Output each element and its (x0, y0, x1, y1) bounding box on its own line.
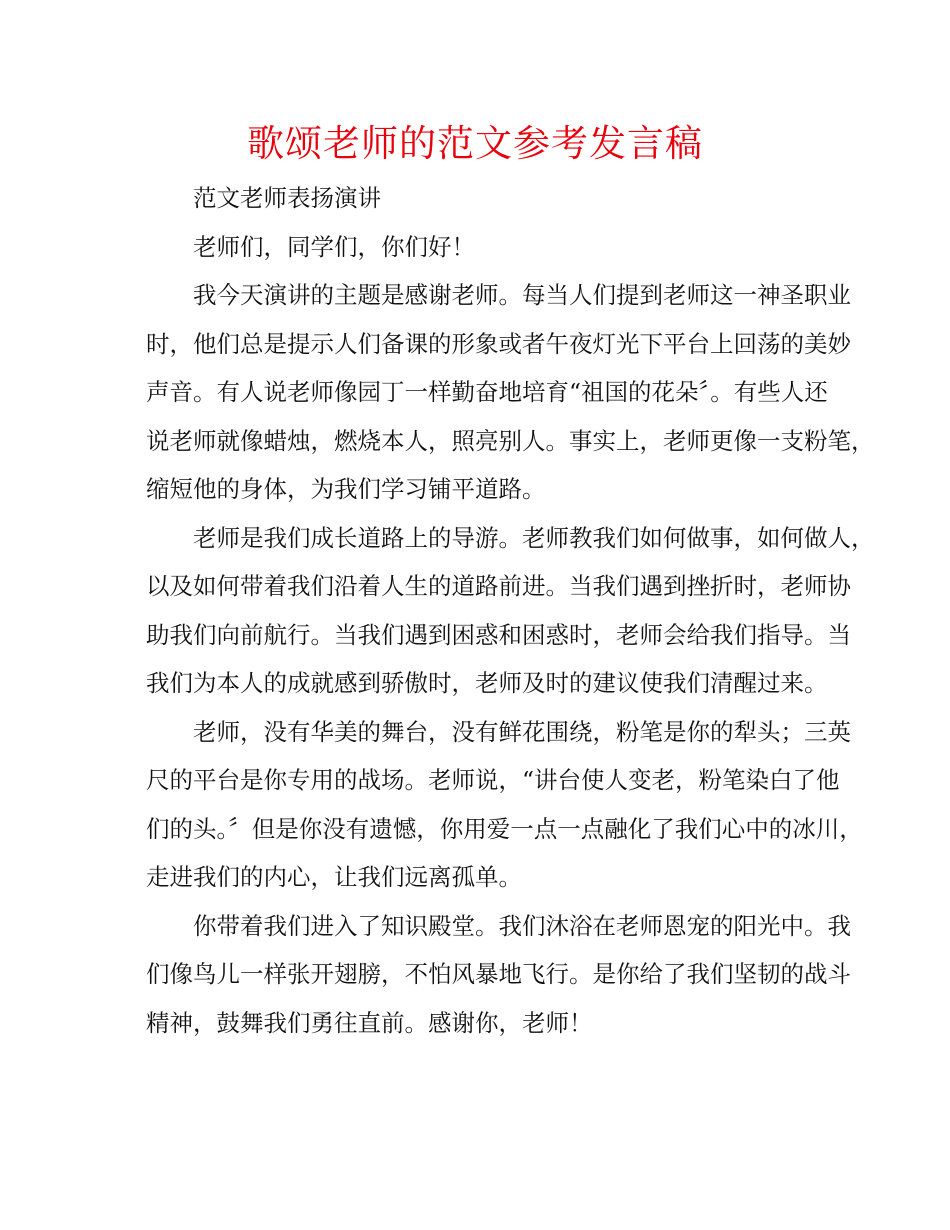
paragraph-2-line-2: 以及如何带着我们沿着人生的道路前进。当我们遇到挫折时，老师协 (146, 572, 851, 600)
paragraph-3-line-1: 老师，没有华美的舞台，没有鲜花围绕，粉笔是你的犁头；三英 (193, 717, 851, 746)
paragraph-4-line-2: 们像鸟儿一样张开翅膀，不怕风暴地飞行。是你给了我们坚韧的战斗 (146, 960, 851, 988)
greeting-line: 老师们，同学们，你们好！ (193, 232, 475, 261)
subtitle-line: 范文老师表扬演讲 (193, 184, 381, 212)
paragraph-1-line-4: 说老师就像蜡烛，燃烧本人，照亮别人。事实上，老师更像一支粉笔， (146, 426, 875, 455)
document-title: 歌颂老师的范文参考发言稿 (247, 122, 703, 165)
paragraph-1-line-3: 声音。有人说老师像园丁一样勤奋地培育“祖国的花朵〞。有些人还 (146, 378, 828, 406)
paragraph-2-line-1: 老师是我们成长道路上的导游。老师教我们如何做事，如何做人， (193, 523, 875, 552)
paragraph-2-line-4: 我们为本人的成就感到骄傲时，老师及时的建议使我们清醒过来。 (146, 669, 828, 697)
paragraph-1-line-2: 时，他们总是提示人们备课的形象或者午夜灯光下平台上回荡的美妙 (146, 329, 851, 358)
paragraph-3-line-4: 走进我们的内心，让我们远离孤单。 (146, 863, 522, 891)
paragraph-1-line-1: 我今天演讲的主题是感谢老师。每当人们提到老师这一神圣职业 (193, 281, 851, 309)
paragraph-3-line-3: 们的头。〞但是你没有遗憾，你用爱一点一点融化了我们心中的冰川， (146, 814, 863, 843)
paragraph-2-line-3: 助我们向前航行。当我们遇到困惑和困惑时，老师会给我们指导。当 (146, 620, 851, 649)
paragraph-4-line-3: 精神，鼓舞我们勇往直前。感谢你，老师！ (146, 1008, 593, 1037)
paragraph-3-line-2: 尺的平台是你专用的战场。老师说，“讲台使人变老，粉笔染白了他 (146, 766, 840, 794)
paragraph-1-line-5: 缩短他的身体，为我们学习铺平道路。 (146, 475, 546, 503)
document-body (146, 178, 875, 1051)
paragraph-4-line-1: 你带着我们进入了知识殿堂。我们沐浴在老师恩宠的阳光中。我 (193, 911, 851, 940)
